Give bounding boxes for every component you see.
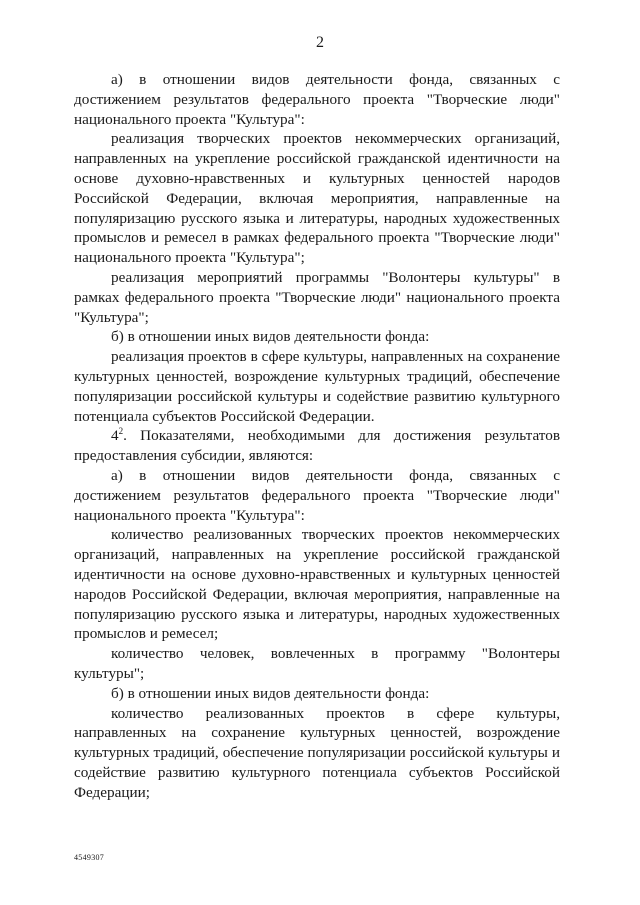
document-body xyxy=(74,70,560,802)
document-code: 4549307 xyxy=(74,853,105,862)
paragraph-culture-projects: реализация проектов в сфере культуры, направленных на сохранение культурных ценностей, возрождение культурных традиций, обеспечение популяризации российской культуры и содействие развитию культурного потенциала субъектов Российской Федерации. xyxy=(74,348,560,425)
paragraph-a-intro-indicators: а) в отношении видов деятельности фонда, связанных с достижением результатов федерального проекта "Творческие люди" национального проекта "Культура": xyxy=(74,466,560,524)
paragraph-volunteers-program: реализация мероприятий программы "Волонтеры культуры" в рамках федерального проекта "Творческие люди" национального проекта "Культура"; xyxy=(74,268,560,326)
paragraph-b-intro-indicators: б) в отношении иных видов деятельности фонда: xyxy=(111,684,430,702)
paragraph-creative-projects: реализация творческих проектов некоммерческих организаций, направленных на укрепление российской гражданской идентичности на основе духовно-нравственных и культурных ценностей народов Российской Федерации, включая мероприятия, направленные на популяризацию русского языка и литературы, народных художественных промыслов и ремесел в рамках федерального проекта "Творческие люди" национального проекта "Культура"; xyxy=(74,130,560,267)
section-number: 4 xyxy=(111,427,119,445)
paragraph-section-4-2 xyxy=(74,426,560,466)
paragraph-a-intro: а) в отношении видов деятельности фонда, связанных с достижением результатов федерального проекта "Творческие люди" национального проекта "Культура": xyxy=(74,71,560,128)
section-superscript: 2 xyxy=(118,426,124,437)
paragraph-indicator-volunteers: количество человек, вовлеченных в программу "Волонтеры культуры"; xyxy=(74,645,560,682)
section-text: . Показателями, необходимыми для достижения результатов предоставления субсидии, являются: xyxy=(74,427,560,465)
paragraph-b-intro: б) в отношении иных видов деятельности фонда: xyxy=(111,328,430,346)
paragraph-indicator-culture-projects: количество реализованных проектов в сфере культуры, направленных на сохранение культурных ценностей, возрождение культурных традиций, обеспечение популяризации российской культуры и содействие развитию культурного потенциала субъектов Российской Федерации; xyxy=(74,704,560,801)
paragraph-indicator-creative-projects: количество реализованных творческих проектов некоммерческих организаций, направленных на укрепление российской гражданской идентичности на основе духовно-нравственных и культурных ценностей народов Российской Федерации, включая мероприятия, направленные на популяризацию русского языка и литературы, народных художественных промыслов и ремесел; xyxy=(74,526,560,643)
page-number: 2 xyxy=(316,34,324,51)
